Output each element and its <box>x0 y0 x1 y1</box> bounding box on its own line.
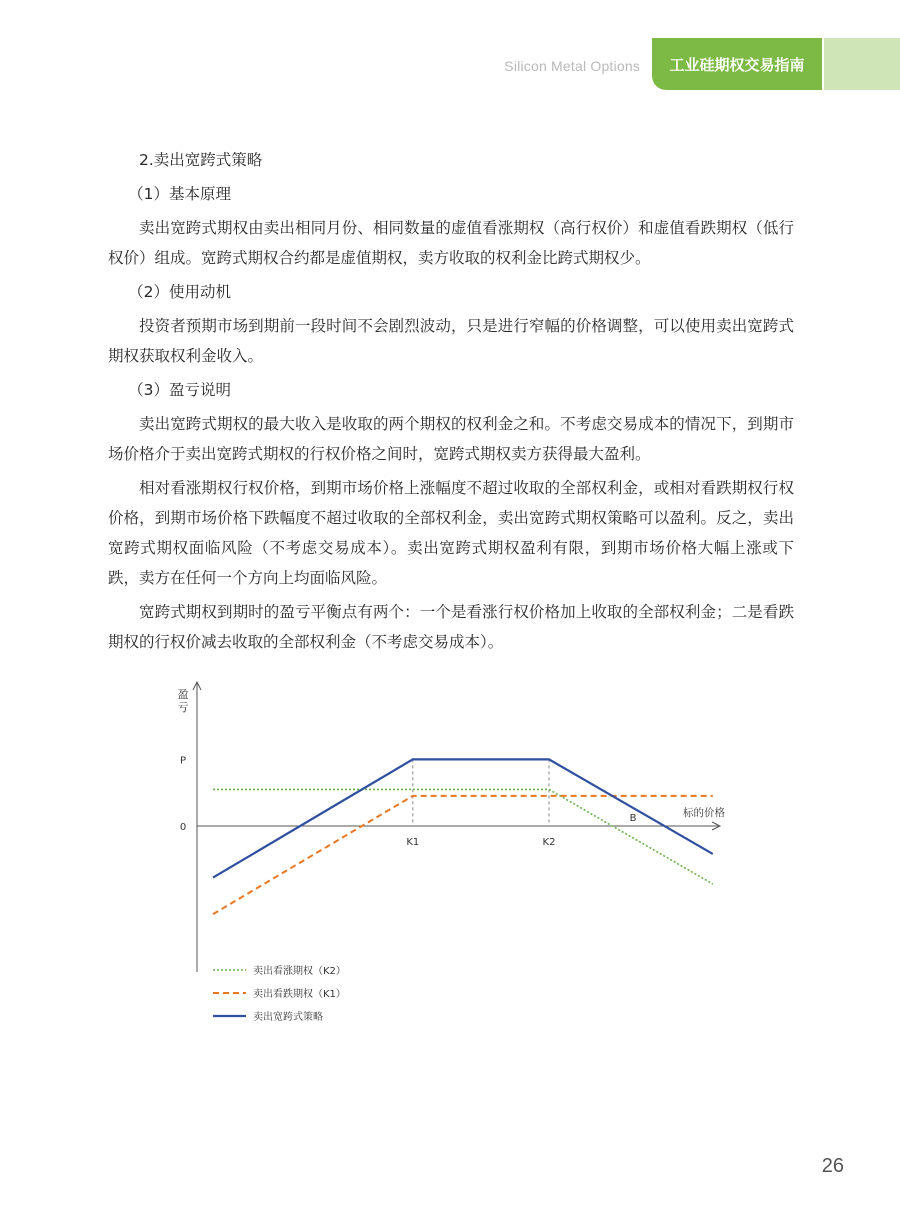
page-number: 26 <box>821 1155 844 1177</box>
series-line-2 <box>213 759 713 877</box>
legend-label-1: 卖出看跌期权（K1） <box>253 989 346 1000</box>
payoff-chart-svg <box>150 672 750 1042</box>
series-line-0 <box>213 789 713 884</box>
sub-title-profit-loss: （3）盈亏说明 <box>128 381 232 399</box>
y-axis-label-char: 亏 <box>177 701 189 714</box>
sub-title-principle: （1）基本原理 <box>128 185 232 203</box>
y-tick-label-p: P <box>179 755 187 767</box>
paragraph-profit-loss-2: 相对看涨期权行权价格，到期市场价格上涨幅度不超过收取的全部权利金，或相对看跌期权行权价格，到期市场价格下跌幅度不超过收取的全部权利金，卖出宽跨式期权策略可以盈利。反之，卖出宽跨式期权面临风险（不考虑交易成本）。卖出宽跨式期权盈利有限，到期市场价格大幅上涨或下跌，卖方在任何一个方向上均面临风险。 <box>108 479 794 587</box>
header-chinese-title: 工业硅期权交易指南 <box>669 55 805 74</box>
header-tab-accent <box>824 38 900 90</box>
header-tab <box>652 38 822 90</box>
breakeven-annotation: B <box>629 813 637 824</box>
legend-label-0: 卖出看涨期权（K2） <box>253 966 346 977</box>
y-axis-label-char: 盈 <box>177 688 189 701</box>
payoff-chart <box>150 672 750 1042</box>
section-title: 2.卖出宽跨式策略 <box>139 151 263 169</box>
x-axis-label: 标的价格 <box>683 807 725 819</box>
paragraph-profit-loss-1: 卖出宽跨式期权的最大收入是收取的两个期权的权利金之和。不考虑交易成本的情况下，到期市场价格介于卖出宽跨式期权的行权价格之间时，宽跨式期权卖方获得最大盈利。 <box>108 415 794 463</box>
x-tick-label: K2 <box>542 837 556 848</box>
legend-label-2: 卖出宽跨式策略 <box>253 1012 323 1023</box>
document-body <box>108 145 794 661</box>
paragraph-principle: 卖出宽跨式期权由卖出相同月份、相同数量的虚值看涨期权（高行权价）和虚值看跌期权（低行权价）组成。宽跨式期权合约都是虚值期权，卖方收取的权利金比跨式期权少。 <box>108 219 794 267</box>
header-english-title: Silicon Metal Options <box>504 58 640 74</box>
series-line-1 <box>213 796 713 914</box>
paragraph-motivation: 投资者预期市场到期前一段时间不会剧烈波动，只是进行窄幅的价格调整，可以使用卖出宽跨式期权获取权利金收入。 <box>108 317 794 365</box>
y-tick-label-zero: 0 <box>179 822 187 833</box>
x-tick-label: K1 <box>406 837 420 848</box>
sub-title-motivation: （2）使用动机 <box>128 283 232 301</box>
paragraph-breakeven: 宽跨式期权到期时的盈亏平衡点有两个：一个是看涨行权价格加上收取的全部权利金；二是看跌期权的行权价减去收取的全部权利金（不考虑交易成本）。 <box>108 603 794 651</box>
